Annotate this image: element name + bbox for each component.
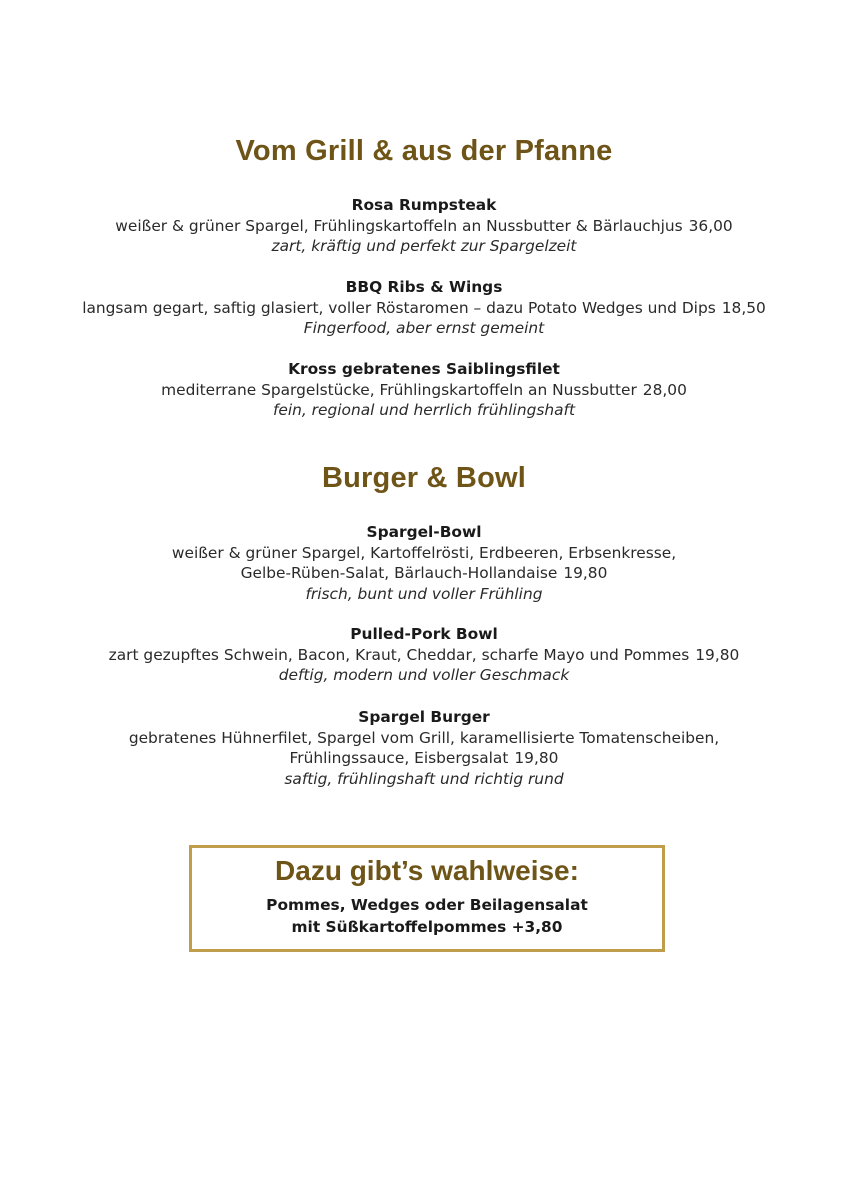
dish-name: Rosa Rumpsteak [351, 196, 497, 214]
dish-tagline: fein, regional und herrlich frühlingshaft [272, 401, 575, 419]
dish-price: 19,80 [514, 749, 559, 767]
dish-tagline: saftig, frühlingshaft und richtig rund [284, 769, 564, 788]
dish-price: 28,00 [642, 380, 687, 399]
dish-description [0, 380, 848, 401]
dish-description [0, 216, 848, 237]
dish-description-text: Gelbe-Rüben-Salat, Bärlauch-Hollandaise [240, 564, 558, 582]
dish-description-text: zart gezupftes Schwein, Bacon, Kraut, Cheddar, scharfe Mayo und Pommes [108, 645, 690, 664]
dish-description-line2 [0, 563, 848, 584]
side-options-title: Dazu gibt’s wahlweise: [275, 855, 579, 886]
dish-description-line1: weißer & grüner Spargel, Kartoffelrösti, Erdbeeren, Erbsenkresse, [171, 543, 677, 562]
side-options-box [189, 845, 665, 952]
dish-name: Kross gebratenes Saiblingsfilet [288, 360, 560, 378]
dish-tagline: frisch, bunt und voller Frühling [305, 584, 543, 603]
dish-tagline: zart, kräftig und perfekt zur Spargelzeit [271, 237, 577, 255]
dish-description-line1: gebratenes Hühnerfilet, Spargel vom Grill, karamellisierte Tomatenscheiben, [128, 728, 720, 747]
section-title-burger-bowl: Burger & Bowl [322, 462, 526, 494]
dish-spargel-burger [0, 707, 848, 789]
dish-price: 19,80 [563, 564, 608, 582]
dish-description-text: mediterrane Spargelstücke, Frühlingskartoffeln an Nussbutter [161, 380, 637, 399]
side-options-line: Pommes, Wedges oder Beilagensalat [266, 896, 588, 914]
dish-description [0, 645, 848, 666]
section-title-grill: Vom Grill & aus der Pfanne [235, 135, 613, 167]
dish-name: BBQ Ribs & Wings [345, 278, 503, 296]
dish-saiblingsfilet [0, 359, 848, 421]
dish-price: 36,00 [688, 216, 733, 235]
dish-tagline: Fingerfood, aber ernst gemeint [303, 319, 545, 337]
side-options-line: mit Süßkartoffelpommes +3,80 [291, 918, 563, 936]
dish-pulled-pork-bowl [0, 624, 848, 686]
dish-name: Spargel-Bowl [366, 523, 482, 541]
dish-rosa-rumpsteak [0, 195, 848, 257]
dish-spargel-bowl [0, 522, 848, 604]
dish-description [0, 298, 848, 319]
dish-tagline: deftig, modern und voller Geschmack [278, 666, 570, 684]
dish-description-text: Frühlingssauce, Eisbergsalat [289, 749, 509, 767]
dish-price: 19,80 [695, 645, 740, 664]
dish-bbq-ribs-wings [0, 277, 848, 339]
dish-description-line2 [0, 748, 848, 769]
dish-price: 18,50 [721, 298, 766, 317]
dish-name: Pulled-Pork Bowl [350, 625, 498, 643]
dish-description-text: langsam gegart, saftig glasiert, voller Röstaromen – dazu Potato Wedges und Dips [82, 298, 716, 317]
dish-name: Spargel Burger [358, 708, 490, 726]
dish-description-text: weißer & grüner Spargel, Frühlingskartoffeln an Nussbutter & Bärlauchjus [115, 216, 683, 235]
